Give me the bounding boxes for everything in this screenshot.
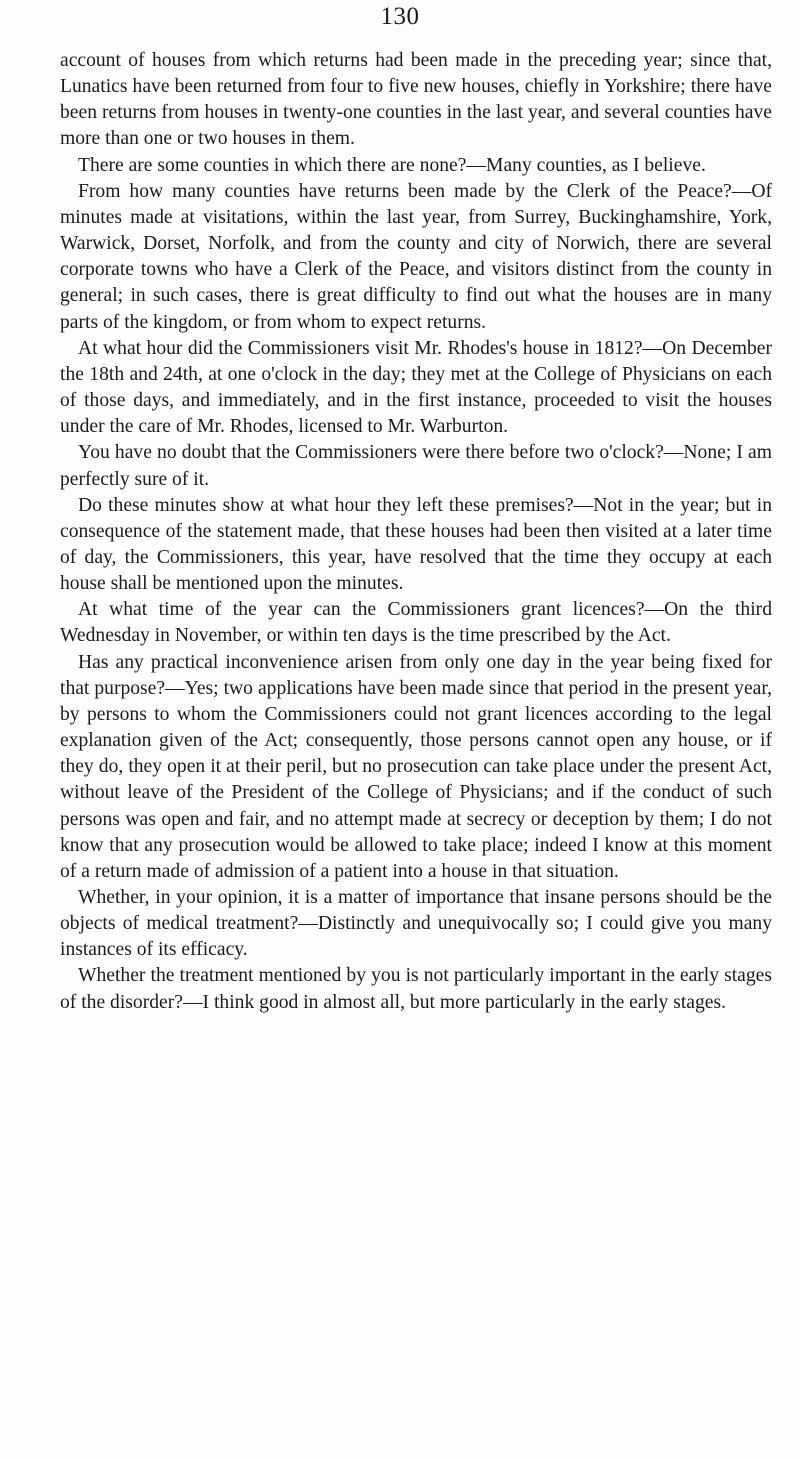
page-text xyxy=(60,48,772,1016)
paragraph: From how many counties have returns been made by the Clerk of the Peace?—Of minutes made at visitations, within the last year, from Surrey, Buckinghamshire, York, Warwick, Dorset, Norfolk, and from the county and city of Norwich, there are several corporate towns who have a Clerk of the Peace, and visitors distinct from the county in general; in such cases, there is great difficulty to find out what the houses are in many parts of the kingdom, or from whom to expect returns. xyxy=(60,180,772,333)
paragraph: Has any practical inconvenience arisen from only one day in the year being fixed for that purpose?—Yes; two applications have been made since that period in the present year, by persons to whom the Commissioners could not grant licences according to the legal explanation given of the Act; consequently, those persons cannot open any house, or if they do, they open it at their peril, but no prosecution can take place under the present Act, without leave of the President of the College of Physicians; and if the conduct of such persons was open and fair, and no attempt made at secrecy or deception by them; I do not know that any prosecution would be allowed to take place; indeed I know at this moment of a return made of admission of a patient into a house in that situation. xyxy=(60,651,772,882)
page-number: 130 xyxy=(380,3,420,30)
paragraph: Whether the treatment mentioned by you is not particularly important in the early stages of the disorder?—I think good in almost all, but more particularly in the early stages. xyxy=(60,965,772,1013)
paragraph: At what time of the year can the Commissioners grant licences?—On the third Wednesday in November, or within ten days is the time prescribed by the Act. xyxy=(60,599,772,647)
paragraph: Whether, in your opinion, it is a matter of importance that insane persons should be the objects of medical treatment?—Distinctly and unequivocally so; I could give you many instances of its efficacy. xyxy=(60,887,772,961)
paragraph: account of houses from which returns had been made in the preceding year; since that, Lunatics have been returned from four to five new houses, chiefly in Yorkshire; there have been returns from houses in twenty-one counties in the last year, and several counties have more than one or two houses in them. xyxy=(60,50,772,150)
paragraph: Do these minutes show at what hour they left these premises?—Not in the year; but in consequence of the statement made, that these houses had been then visited at a later time of day, the Commissioners, this year, have resolved that the time they occupy at each house shall be mentioned upon the minutes. xyxy=(60,494,772,595)
paragraph: At what hour did the Commissioners visit Mr. Rhodes's house in 1812?—On December the 18th and 24th, at one o'clock in the day; they met at the College of Physicians on each of those days, and immediately, and in the first instance, proceeded to visit the houses under the care of Mr. Rhodes, licensed to Mr. Warburton. xyxy=(60,337,772,438)
paragraph: You have no doubt that the Commissioners were there before two o'clock?—None; I am perfectly sure of it. xyxy=(60,442,772,490)
paragraph: There are some counties in which there are none?—Many counties, as I believe. xyxy=(78,154,706,176)
